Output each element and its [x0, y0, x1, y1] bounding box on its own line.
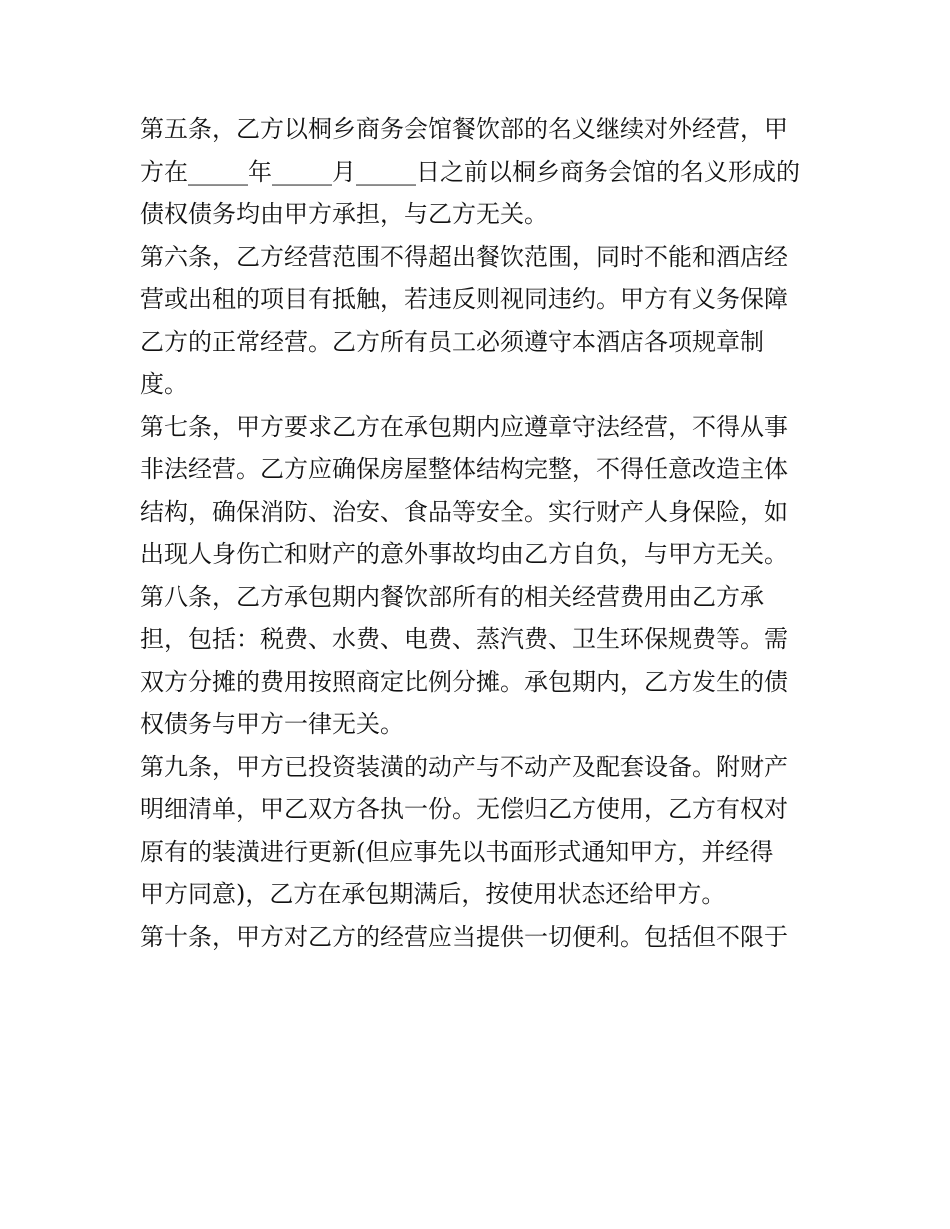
text-line: 原有的装潢进行更新(但应事先以书面形式通知甲方，并经得 — [140, 837, 774, 866]
document-body — [140, 108, 820, 958]
text-line: 度。 — [140, 370, 188, 398]
text-line: 第八条，乙方承包期内餐饮部所有的相关经营费用由乙方承 — [140, 582, 764, 611]
text-line: 乙方的正常经营。乙方所有员工必须遵守本酒店各项规章制 — [140, 327, 764, 356]
text-line: 第九条，甲方已投资装潢的动产与不动产及配套设备。附财产 — [140, 752, 788, 781]
text-line: 担，包括：税费、水费、电费、蒸汽费、卫生环保规费等。需 — [140, 625, 788, 653]
text-line: 非法经营。乙方应确保房屋整体结构完整，不得任意改造主体 — [140, 455, 788, 483]
text-line: 第七条，甲方要求乙方在承包期内应遵章守法经营，不得从事 — [140, 412, 788, 441]
text-line: 双方分摊的费用按照商定比例分摊。承包期内，乙方发生的债 — [140, 667, 788, 696]
article-9 — [140, 746, 820, 916]
text-line: 出现人身伤亡和财产的意外事故均由乙方自负，与甲方无关。 — [140, 540, 788, 568]
text-line: 明细清单，甲乙双方各执一份。无偿归乙方使用，乙方有权对 — [140, 795, 788, 823]
article-6 — [140, 236, 820, 406]
text-line: 第六条，乙方经营范围不得超出餐饮范围，同时不能和酒店经 — [140, 242, 788, 271]
text-line: 债权债务均由甲方承担，与乙方无关。 — [140, 200, 548, 228]
text-line: 结构，确保消防、治安、食品等安全。实行财产人身保险，如 — [140, 497, 788, 526]
article-5 — [140, 108, 820, 236]
text-line: 甲方同意)，乙方在承包期满后，按使用状态还给甲方。 — [140, 880, 726, 908]
text-line: 第五条，乙方以桐乡商务会馆餐饮部的名义继续对外经营，甲 — [140, 115, 788, 143]
text-line: 方在_____年_____月_____日之前以桐乡商务会馆的名义形成的 — [140, 157, 800, 186]
text-line: 营或出租的项目有抵触，若违反则视同违约。甲方有义务保障 — [140, 285, 788, 313]
text-line: 权债务与甲方一律无关。 — [140, 710, 404, 738]
text-line: 第十条，甲方对乙方的经营应当提供一切便利。包括但不限于 — [140, 922, 788, 951]
article-10 — [140, 916, 820, 959]
article-7 — [140, 406, 820, 576]
article-8 — [140, 576, 820, 746]
